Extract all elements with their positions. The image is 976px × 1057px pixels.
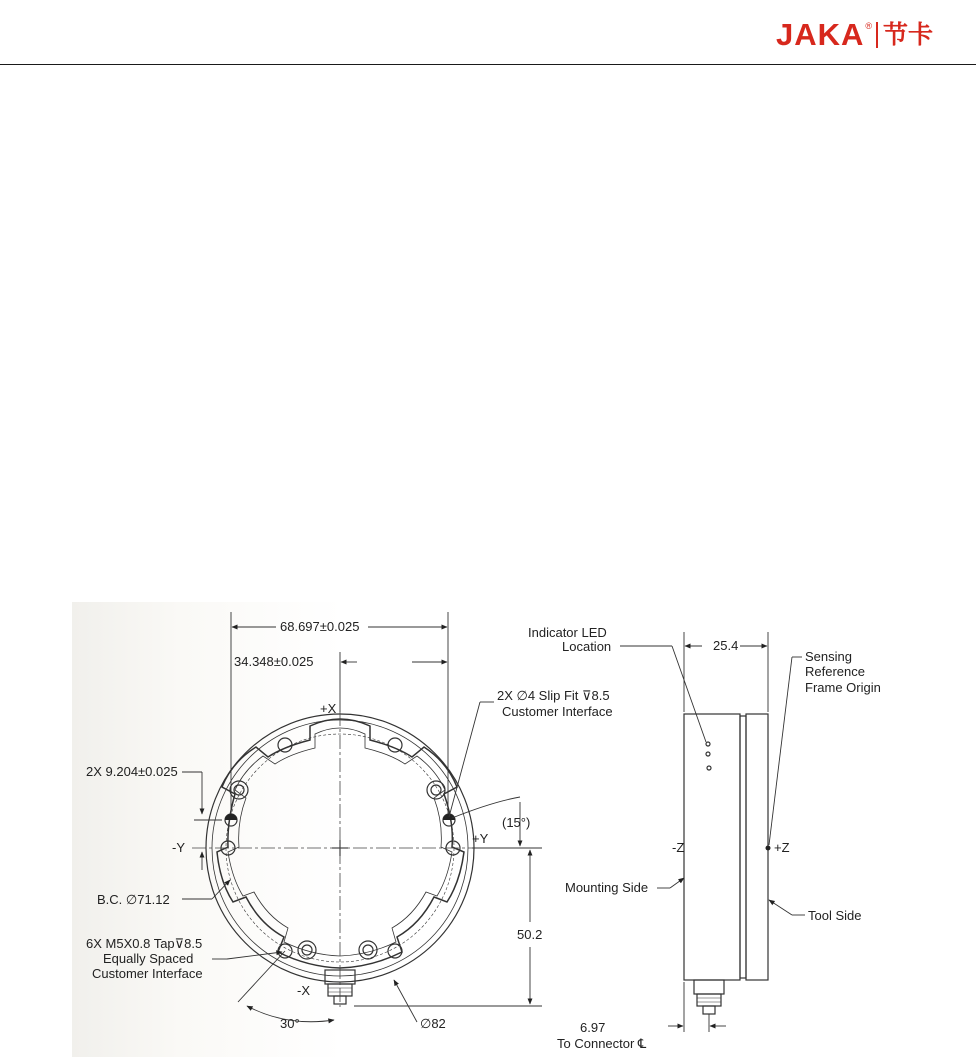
angle-30-label: 30° xyxy=(280,1016,300,1031)
logo-divider xyxy=(876,22,878,48)
side-connector xyxy=(694,980,724,994)
tool-plate xyxy=(746,714,768,980)
logo-chinese-wordmark: 节卡 xyxy=(883,20,934,49)
logo-wordmark: JAKA xyxy=(776,17,865,52)
tool-side-label: Tool Side xyxy=(808,908,862,923)
angle-line-30 xyxy=(238,951,285,1002)
sensor-flange xyxy=(740,716,746,978)
side-connector-tip xyxy=(703,1006,715,1014)
tap-note: 6X M5X0.8 Tap⊽8.5 xyxy=(86,936,203,951)
mounting-side-label: Mounting Side xyxy=(565,880,649,895)
dim-half-width: 34.348±0.025 xyxy=(234,654,314,669)
led-note: Location xyxy=(562,639,612,654)
label-plus-x: +X xyxy=(320,701,337,716)
front-view-axes xyxy=(192,712,482,1007)
tap-hole xyxy=(388,738,402,752)
leader-82 xyxy=(394,980,417,1022)
label-minus-y: -Y xyxy=(172,840,185,855)
counterbore-hole-inner xyxy=(363,945,373,955)
sensing-note: Reference xyxy=(805,664,865,679)
slip-fit-note: 2X ∅4 Slip Fit ⊽8.5 xyxy=(497,688,610,703)
sensor-body xyxy=(684,714,740,980)
side-view xyxy=(684,714,768,1014)
leader-sensing xyxy=(769,657,792,845)
tap-hole xyxy=(278,738,292,752)
diameter-82: ∅82 xyxy=(420,1016,446,1031)
label-plus-y: +Y xyxy=(472,831,489,846)
leader-mounting xyxy=(670,878,684,888)
led-note: Indicator LED xyxy=(528,625,607,640)
counterbore-hole xyxy=(230,781,248,799)
dim-thickness: 25.4 xyxy=(713,638,739,653)
led-indicator xyxy=(706,752,710,756)
leader-tool xyxy=(769,900,792,915)
counterbore-hole xyxy=(298,941,316,959)
technical-drawing-svg xyxy=(72,602,976,1057)
slip-fit-note: Customer Interface xyxy=(502,704,613,719)
technical-drawing xyxy=(72,602,976,1057)
dowel-hole-fill xyxy=(225,814,237,820)
tap-note: Customer Interface xyxy=(92,966,203,981)
header-rule xyxy=(0,64,976,65)
connector-dim: 6.97 xyxy=(580,1020,606,1035)
led-indicator xyxy=(706,742,710,746)
side-dimensions xyxy=(620,632,805,1032)
logo-registered-mark: ® xyxy=(865,21,873,31)
tap-note: Equally Spaced xyxy=(103,951,194,966)
led-indicator xyxy=(707,766,711,770)
label-plus-z: +Z xyxy=(774,840,790,855)
side-connector xyxy=(697,994,721,1006)
sensing-note: Sensing xyxy=(805,649,852,664)
angle-15-label: (15°) xyxy=(502,815,531,830)
dim-overall-width: 68.697±0.025 xyxy=(280,619,360,634)
bolt-circle-label: B.C. ∅71.12 xyxy=(97,892,170,907)
label-minus-x: -X xyxy=(297,983,310,998)
jaka-logo xyxy=(776,18,933,52)
sensing-note: Frame Origin xyxy=(805,680,881,695)
label-minus-z: -Z xyxy=(672,840,685,855)
dim-offset: 2X 9.204±0.025 xyxy=(86,764,178,779)
dim-50-2: 50.2 xyxy=(517,927,543,942)
connector-label: To Connector ℄ xyxy=(557,1036,647,1051)
leader-led xyxy=(672,646,706,742)
sensing-origin-dot xyxy=(766,846,771,851)
